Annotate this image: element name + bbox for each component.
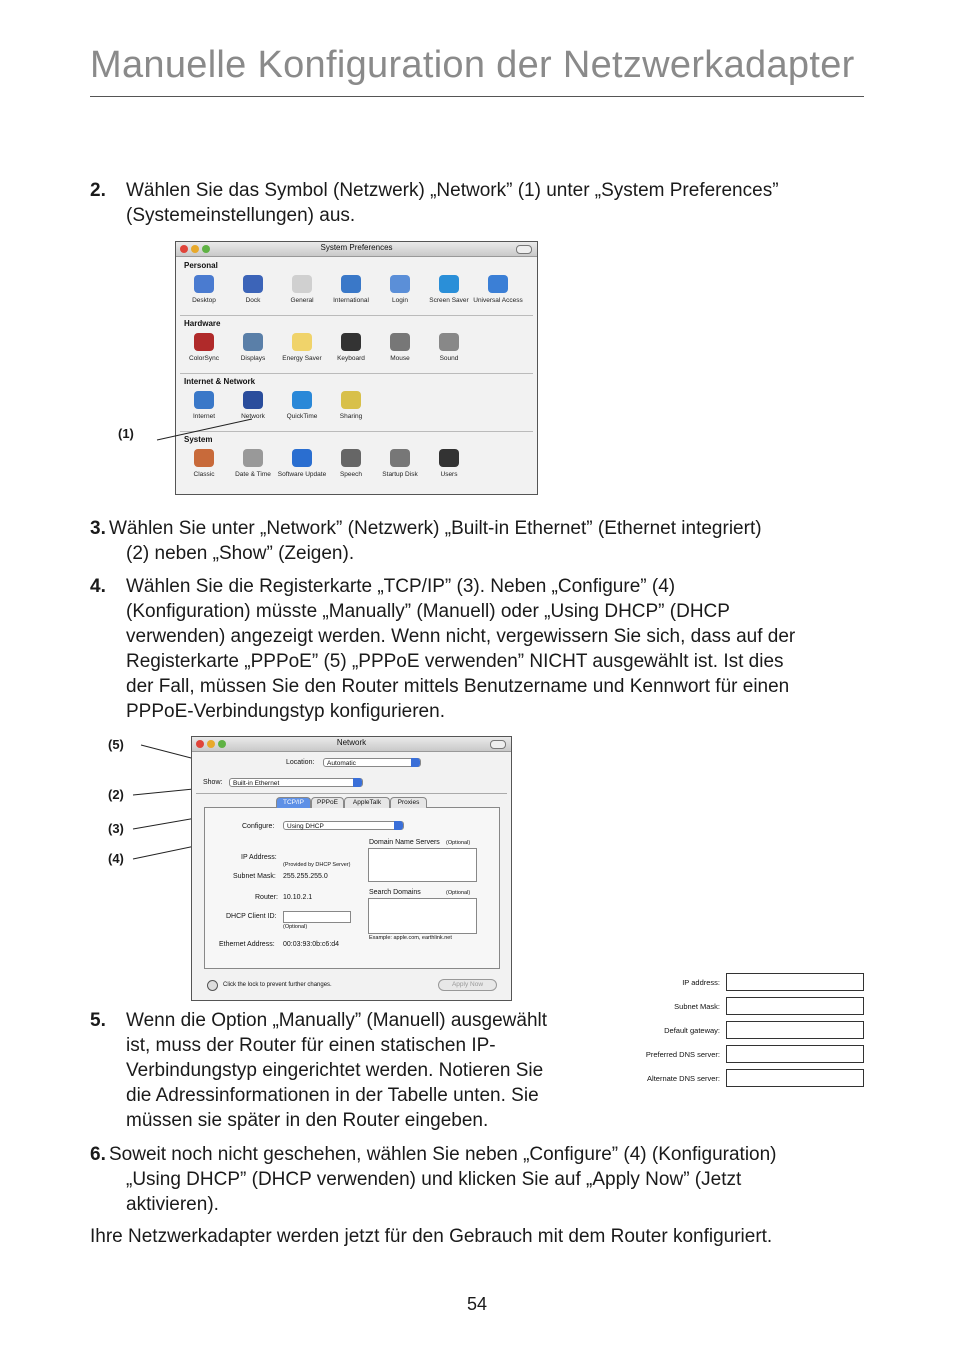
- pref-item-label: Startup Disk: [382, 471, 418, 478]
- dhcp-client-id-label: DHCP Client ID:: [226, 913, 277, 920]
- search-domains-label: Search Domains: [369, 889, 421, 896]
- ethernet-address-value: 00:03:93:0b:c6:d4: [283, 941, 340, 948]
- subnet-mask-label: Subnet Mask:: [233, 873, 276, 880]
- pref-item-label: Internet: [192, 413, 216, 420]
- preferred-dns-table-label: Preferred DNS server:: [645, 1050, 720, 1059]
- lock-text: Click the lock to prevent further changes.: [223, 982, 332, 988]
- apply-now-button[interactable]: Apply Now: [438, 979, 497, 991]
- search-domains-example: Example: apple.com, earthlink.net: [369, 935, 452, 941]
- section-personal: Personal: [184, 261, 218, 270]
- pref-item-label: QuickTime: [286, 413, 318, 420]
- step-3-text-line2: (2) neben „Show” (Zeigen).: [126, 543, 355, 564]
- pref-item-label: Keyboard: [337, 355, 365, 362]
- show-label: Show:: [203, 779, 223, 786]
- callout-1: (1): [118, 426, 134, 441]
- dhcp-client-id-note: (Optional): [283, 924, 308, 930]
- alternate-dns-table-label: Alternate DNS server:: [647, 1074, 720, 1083]
- search-domains-field[interactable]: [368, 898, 477, 934]
- ip-address-table-label: IP address:: [682, 978, 720, 987]
- tab-appletalk[interactable]: AppleTalk: [344, 797, 390, 808]
- pref-item-label: Sound: [439, 355, 459, 362]
- section-hardware: Hardware: [184, 319, 221, 328]
- pref-item-label: Login: [392, 297, 408, 304]
- preferred-dns-table-field[interactable]: [726, 1045, 864, 1063]
- subnet-mask-table-field[interactable]: [726, 997, 864, 1015]
- subnet-mask-value: 255.255.255.0: [283, 873, 328, 880]
- dns-optional: (Optional): [446, 840, 471, 846]
- pref-item-label: Network: [241, 413, 265, 420]
- pref-item-label: Classic: [193, 471, 215, 478]
- search-optional: (Optional): [446, 890, 471, 896]
- step-5-text: Wenn die Option „Manually” (Manuell) ausgewählt ist, muss der Router für einen statischen IP- Verbindungstyp eingerichtet werden. Notieren Sie die Adressinformationen in der Tabelle unten. Sie müssen sie später in den Router eingeben.: [126, 1010, 548, 1131]
- window-titlebar: [192, 737, 511, 752]
- pref-item-label: Mouse: [390, 355, 410, 362]
- page-number: 54: [466, 1294, 488, 1314]
- callout-4: (4): [108, 851, 124, 866]
- pref-item-label: Users: [440, 471, 458, 478]
- dns-servers-field[interactable]: [368, 848, 477, 882]
- callout-3: (3): [108, 821, 124, 836]
- pref-item-label: Sharing: [339, 413, 363, 420]
- dhcp-client-id-field[interactable]: [283, 911, 351, 923]
- router-value: 10.10.2.1: [283, 894, 313, 901]
- window-title: Network: [336, 738, 367, 747]
- step-4-number: 4.: [90, 576, 106, 597]
- address-table: [638, 970, 868, 1090]
- default-gateway-table-field[interactable]: [726, 1021, 864, 1039]
- router-label: Router:: [255, 894, 278, 901]
- step-6-text-line1: Soweit noch nicht geschehen, wählen Sie neben „Configure” (4) (Konfiguration): [109, 1144, 777, 1165]
- pref-item-label: ColorSync: [189, 355, 219, 362]
- network-window: [191, 736, 512, 1001]
- pref-item-label: International: [333, 297, 369, 304]
- step-5-number: 5.: [90, 1010, 106, 1031]
- alternate-dns-table-field[interactable]: [726, 1069, 864, 1087]
- step-2-text-line2: (Systemeinstellungen) aus.: [126, 205, 356, 226]
- step-4-text: Wählen Sie die Registerkarte „TCP/IP” (3). Neben „Configure” (4) (Konfiguration) müsste „Manually” (Manuell) oder „Using DHCP” (DHCP verwenden) angezeigt werden. Wenn nicht, vergewissern Sie sich, dass auf der Registerkarte „PPPoE” (5) „PPPoE verwenden” NICHT ausgewählt ist. Ist dies der Fall, müssen Sie den Router mittels Benutzername und Kennwort für einen PPPoE-Verbindungstyp konfigurieren.: [126, 576, 796, 722]
- ip-address-table-field[interactable]: [726, 973, 864, 991]
- pref-item-label: Date & Time: [235, 471, 271, 478]
- pref-item-label: Energy Saver: [282, 355, 322, 362]
- configure-label: Configure:: [242, 823, 275, 830]
- dns-label: Domain Name Servers: [369, 839, 440, 846]
- location-select[interactable]: Automatic: [323, 758, 421, 767]
- pref-item-label: Software Update: [277, 471, 327, 478]
- tab-proxies[interactable]: Proxies: [390, 797, 427, 808]
- pref-item-label: Dock: [245, 297, 261, 304]
- configure-select[interactable]: Using DHCP: [283, 821, 404, 830]
- step-3-number: 3.: [90, 518, 106, 539]
- ethernet-address-label: Ethernet Address:: [219, 941, 275, 948]
- step-3-text-line1: Wählen Sie unter „Network” (Netzwerk) „Built-in Ethernet” (Ethernet integriert): [109, 518, 762, 539]
- default-gateway-table-label: Default gateway:: [664, 1026, 720, 1035]
- step-6-text-line3: aktivieren).: [126, 1194, 219, 1215]
- section-internet-network: Internet & Network: [184, 377, 256, 386]
- pref-item-label: Speech: [339, 471, 363, 478]
- closing-text: Ihre Netzwerkadapter werden jetzt für den Gebrauch mit dem Router konfiguriert.: [90, 1226, 773, 1247]
- tab-pppoe[interactable]: PPPoE: [311, 797, 344, 808]
- toolbar-toggle-button[interactable]: [490, 740, 506, 749]
- divider: [196, 793, 507, 794]
- pref-item-label: General: [290, 297, 314, 304]
- lock-icon[interactable]: [207, 980, 218, 991]
- tab-tcpip[interactable]: TCP/IP: [276, 797, 311, 808]
- ip-address-note: (Provided by DHCP Server): [283, 862, 351, 868]
- show-select[interactable]: Built-in Ethernet: [229, 778, 363, 787]
- window-title: System Preferences: [320, 243, 393, 252]
- subnet-mask-table-label: Subnet Mask:: [674, 1002, 720, 1011]
- page-title: Manuelle Konfiguration der Netzwerkadapter: [90, 44, 855, 86]
- callout-5: (5): [108, 737, 124, 752]
- ip-address-label: IP Address:: [241, 854, 277, 861]
- step-6-number: 6.: [90, 1144, 106, 1165]
- location-label: Location:: [286, 759, 315, 766]
- pref-item-label: Desktop: [192, 297, 216, 304]
- section-system: System: [184, 435, 213, 444]
- callout-2: (2): [108, 787, 124, 802]
- pref-item-label: Displays: [240, 355, 266, 362]
- step-6-text-line2: „Using DHCP” (DHCP verwenden) und klicken Sie auf „Apply Now” (Jetzt: [126, 1169, 742, 1190]
- pref-item-label: Screen Saver: [429, 297, 469, 304]
- step-2-number: 2.: [90, 180, 106, 201]
- step-2-text-line1: Wählen Sie das Symbol (Netzwerk) „Network” (1) unter „System Preferences”: [126, 180, 779, 201]
- pref-item-label: Universal Access: [473, 297, 523, 304]
